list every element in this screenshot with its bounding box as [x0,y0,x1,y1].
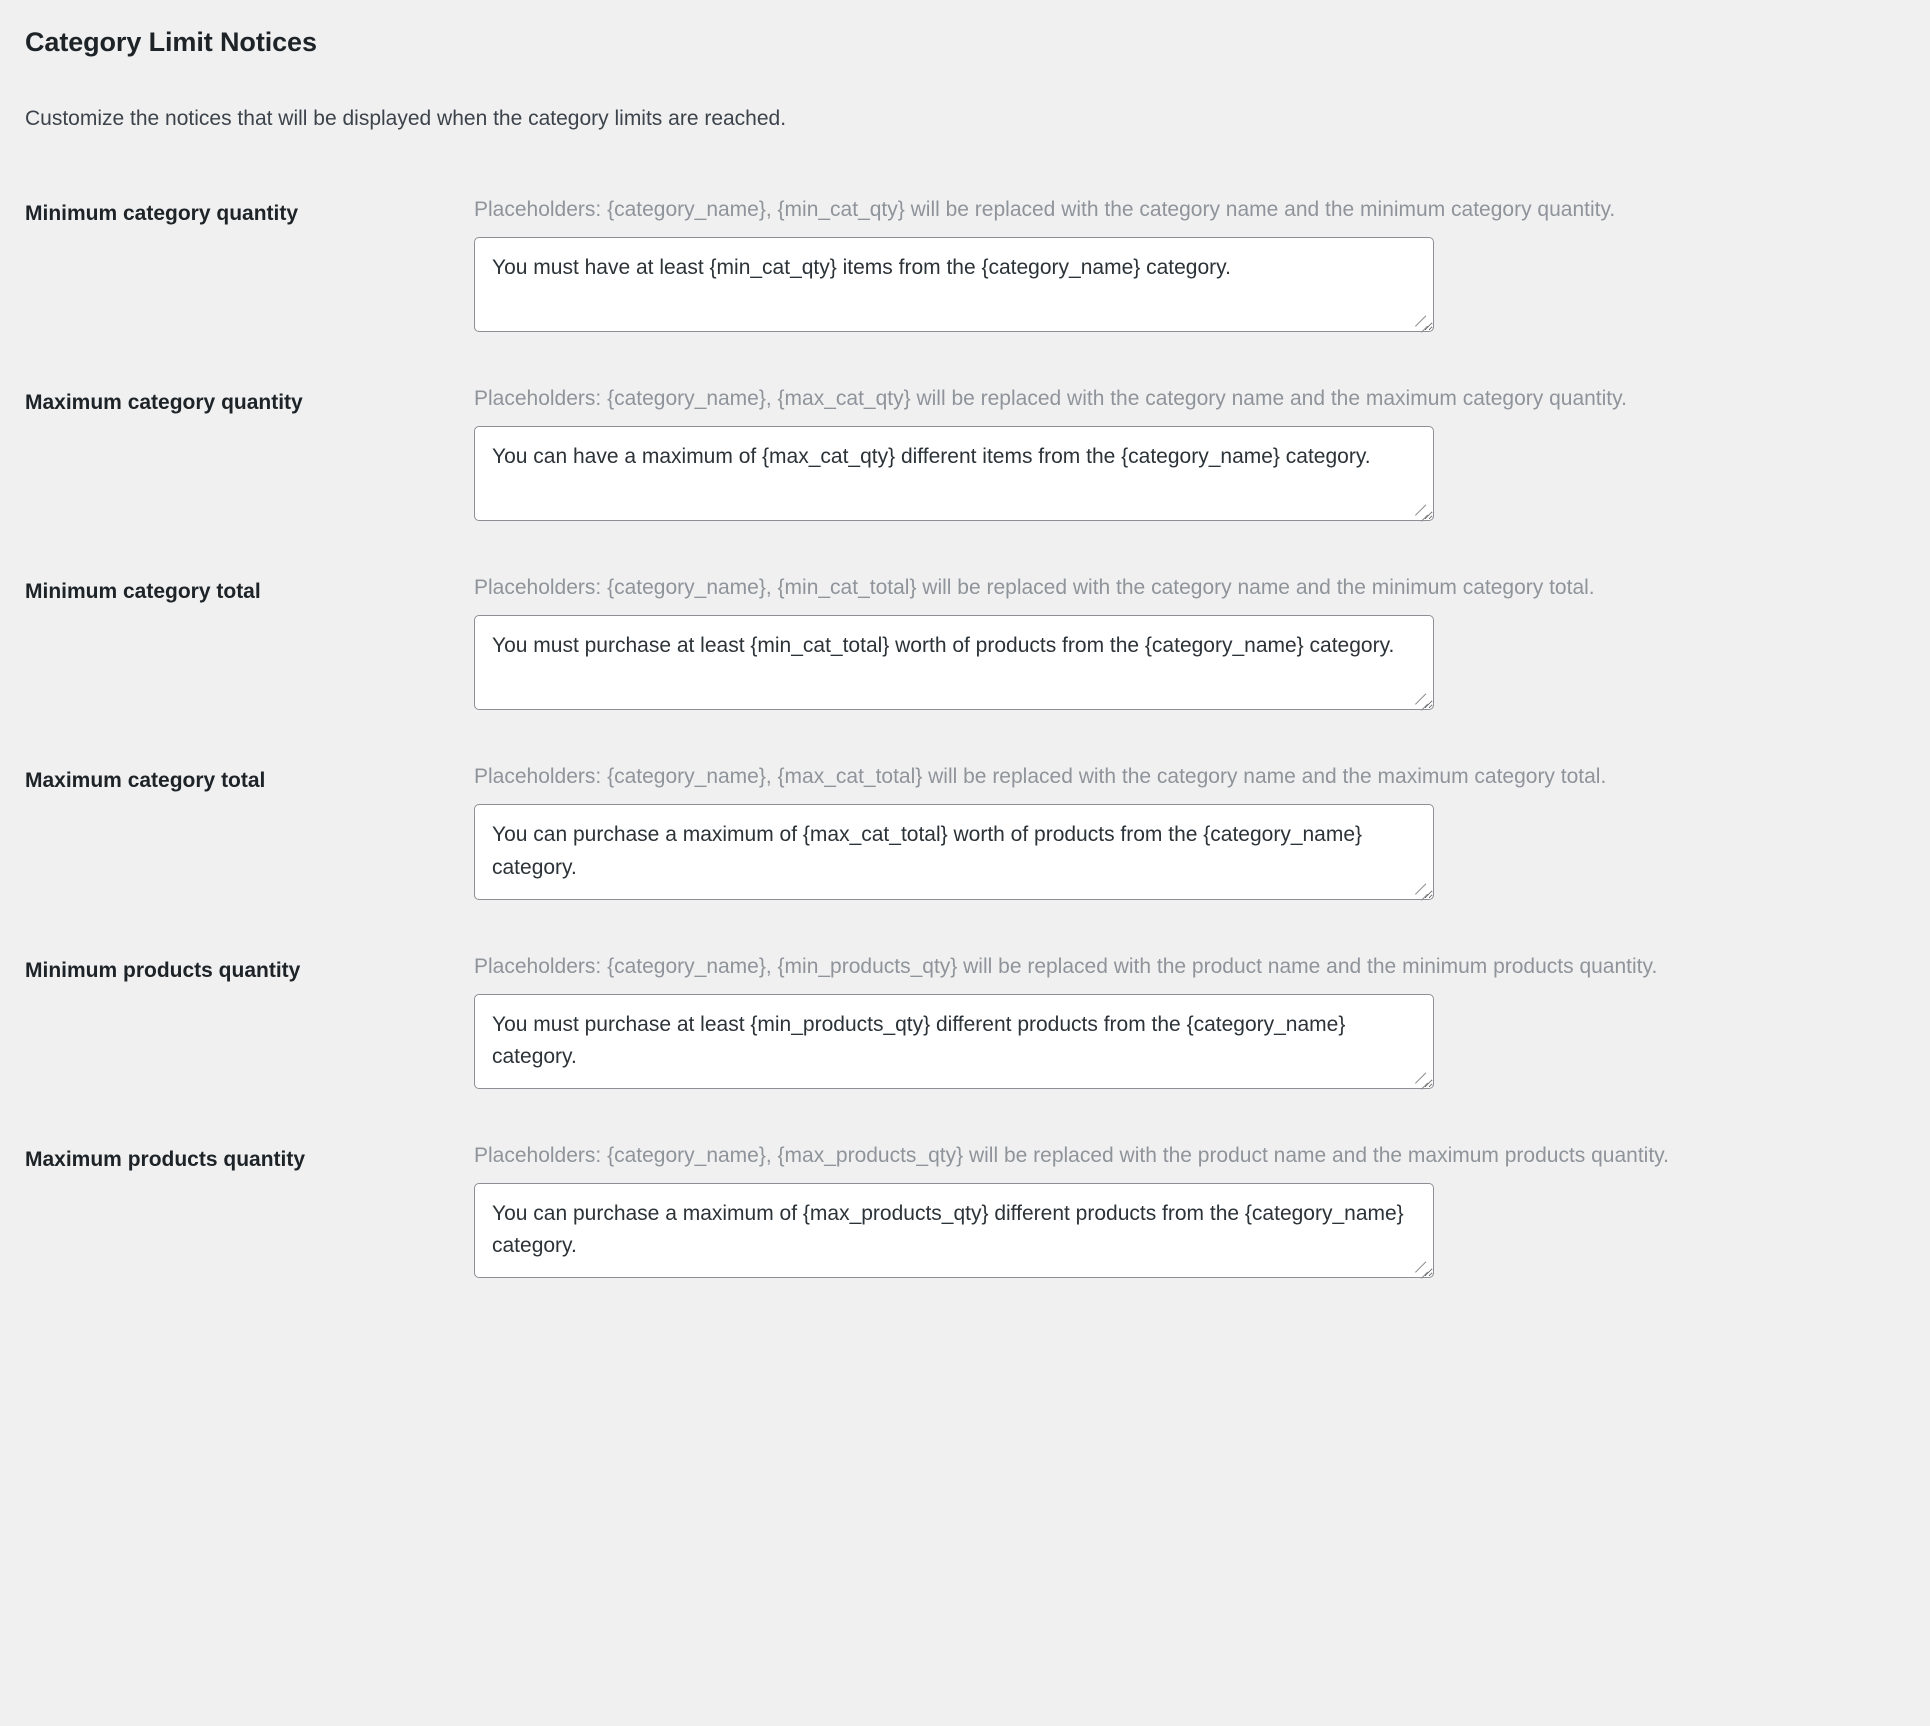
row-field-cell [474,1127,1930,1298]
row-label-cell [0,938,474,1003]
textarea-wrapper [474,1183,1434,1278]
textarea-wrapper [474,615,1434,710]
notice-textarea-maximum-products-quantity[interactable] [474,1183,1434,1278]
field-label-minimum-products-quantity: Minimum products quantity [25,958,301,982]
field-hint-minimum-products-quantity: Placeholders: {category_name}, {min_products_qty} will be replaced with the product name and the minimum products quantity. [474,954,1658,978]
panel-description: Customize the notices that will be displayed when the category limits are reached. [25,106,787,130]
notice-textarea-maximum-category-total[interactable] [474,804,1434,899]
page-title: Category Limit Notices [25,27,317,57]
field-hint-maximum-products-quantity: Placeholders: {category_name}, {max_products_qty} will be replaced with the product name and the maximum products quantity. [474,1143,1669,1167]
field-label-maximum-category-total: Maximum category total [25,769,266,793]
notice-textarea-maximum-category-quantity[interactable] [474,426,1434,521]
row-label-cell [0,370,474,435]
settings-rows [0,181,1930,1298]
setting-row-minimum-category-total [0,559,1930,748]
row-label-cell [0,1127,474,1192]
row-field-cell [474,938,1930,1127]
textarea-wrapper [474,426,1434,521]
row-field-cell [474,559,1930,748]
row-field-cell [474,181,1930,370]
field-hint-maximum-category-quantity: Placeholders: {category_name}, {max_cat_qty} will be replaced with the category name and the maximum category quantity. [474,387,1627,411]
field-label-minimum-category-total: Minimum category total [25,580,261,604]
field-hint-minimum-category-total: Placeholders: {category_name}, {min_cat_total} will be replaced with the category name and the minimum category total. [474,576,1595,600]
row-field-cell [474,748,1930,937]
setting-row-minimum-products-quantity [0,938,1930,1127]
row-label-cell [0,181,474,246]
notice-textarea-minimum-category-total[interactable] [474,615,1434,710]
setting-row-minimum-category-quantity [0,181,1930,370]
row-field-cell [474,370,1930,559]
textarea-wrapper [474,804,1434,899]
textarea-wrapper [474,994,1434,1089]
field-hint-minimum-category-quantity: Placeholders: {category_name}, {min_cat_qty} will be replaced with the category name and the minimum category quantity. [474,198,1616,222]
setting-row-maximum-category-total [0,748,1930,937]
row-label-cell [0,748,474,813]
field-label-maximum-category-quantity: Maximum category quantity [25,391,303,415]
row-label-cell [0,559,474,624]
notice-textarea-minimum-products-quantity[interactable] [474,994,1434,1089]
setting-row-maximum-products-quantity [0,1127,1930,1298]
setting-row-maximum-category-quantity [0,370,1930,559]
textarea-wrapper [474,237,1434,332]
field-label-minimum-category-quantity: Minimum category quantity [25,202,299,226]
field-label-maximum-products-quantity: Maximum products quantity [25,1147,306,1171]
field-hint-maximum-category-total: Placeholders: {category_name}, {max_cat_total} will be replaced with the category name and the maximum category total. [474,765,1607,789]
notice-textarea-minimum-category-quantity[interactable] [474,237,1434,332]
